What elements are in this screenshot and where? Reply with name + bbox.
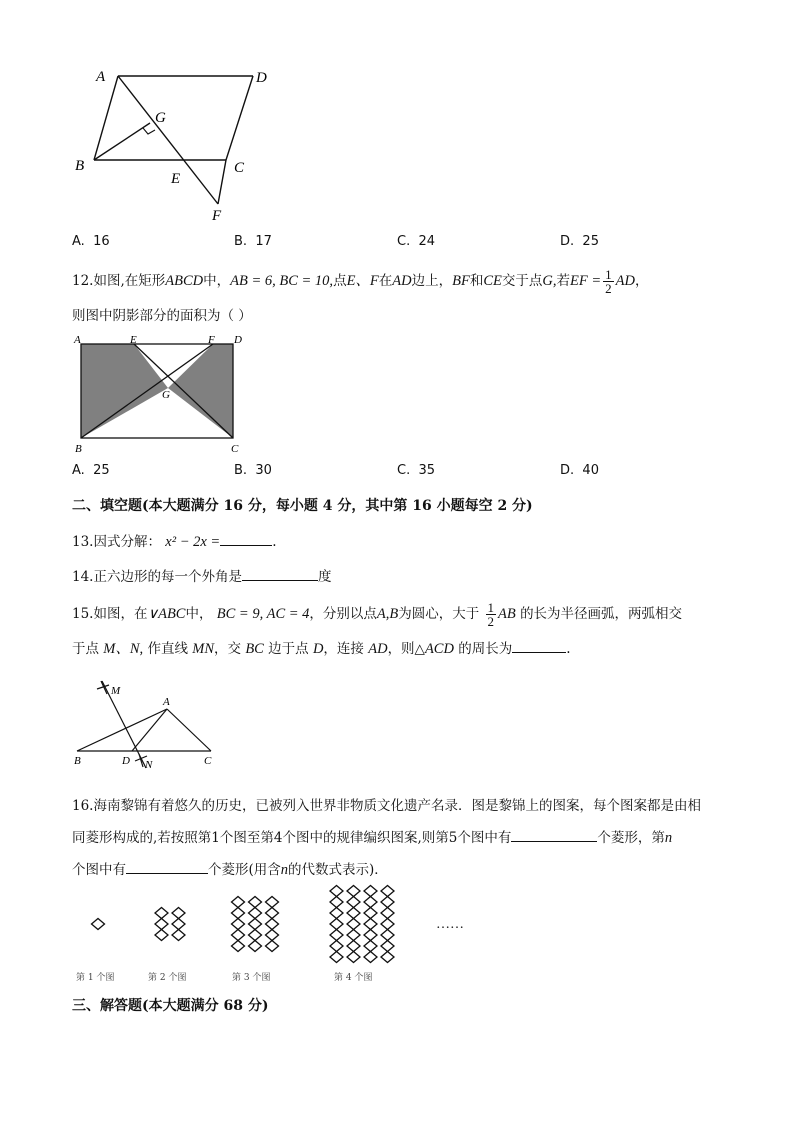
label-n: N bbox=[145, 759, 153, 771]
label-b: B bbox=[74, 755, 81, 767]
q15-stem-line2: 于点 M、N, 作直线 MN，交 BC 边于点 D，连接 AD，则△ACD 的周长为 . bbox=[72, 638, 571, 659]
rhombus bbox=[155, 919, 168, 930]
rhombus bbox=[381, 908, 394, 919]
label-f: F bbox=[208, 334, 215, 346]
label-m: M bbox=[111, 685, 121, 697]
rhombus bbox=[232, 919, 245, 930]
rhombus bbox=[266, 930, 279, 941]
label-a: A bbox=[163, 696, 170, 708]
rhombus bbox=[330, 886, 343, 897]
rhombus bbox=[347, 897, 360, 908]
label-b: B bbox=[75, 158, 85, 174]
rhombus bbox=[347, 952, 360, 963]
label-g: G bbox=[162, 389, 170, 401]
rhombus bbox=[330, 897, 343, 908]
rhombus bbox=[172, 919, 185, 930]
q11-option-a: A. 16 bbox=[72, 234, 110, 249]
q15-stem: 15.如图，在∨ABC中， BC = 9, AC = 4，分别以点A,B为圆心，大于 $\frac{1}{2}$ AB 的长为半径画弧，两弧相交 bbox=[72, 600, 683, 629]
label-e: E bbox=[171, 171, 181, 187]
rhombus-patterns bbox=[92, 886, 395, 963]
q12-figure bbox=[72, 332, 252, 460]
label-a: A bbox=[96, 69, 106, 85]
rhombus bbox=[364, 908, 377, 919]
label-b: B bbox=[75, 443, 82, 455]
rhombus bbox=[347, 930, 360, 941]
rhombus bbox=[330, 919, 343, 930]
rhombus bbox=[364, 919, 377, 930]
label-g: G bbox=[155, 110, 166, 126]
section-heading-solutions: 三、解答题(本大题满分 68 分) bbox=[72, 998, 269, 1014]
caption-figure-1: 第 1 个图 bbox=[76, 973, 115, 983]
rhombus bbox=[330, 908, 343, 919]
q16-answer-blank-1[interactable] bbox=[511, 827, 597, 842]
rhombus bbox=[249, 919, 262, 930]
rhombus bbox=[266, 941, 279, 952]
rhombus bbox=[364, 886, 377, 897]
q12-option-a: A. 25 bbox=[72, 463, 110, 478]
rhombus bbox=[347, 919, 360, 930]
q12-option-b: B. 30 bbox=[234, 463, 272, 478]
label-d: D bbox=[256, 70, 267, 86]
rhombus bbox=[155, 930, 168, 941]
rhombus bbox=[330, 941, 343, 952]
q13-answer-blank[interactable] bbox=[220, 531, 272, 546]
q11-option-b: B. 17 bbox=[234, 234, 272, 249]
rhombus bbox=[364, 930, 377, 941]
rhombus bbox=[266, 908, 279, 919]
rhombus bbox=[364, 952, 377, 963]
rhombus bbox=[381, 930, 394, 941]
rhombus bbox=[266, 919, 279, 930]
q16-stem-line2: 同菱形构成的,若按照第1个图至第4个图中的规律编织图案,则第5个图中有 个菱形，第n bbox=[72, 827, 672, 848]
q15-answer-blank[interactable] bbox=[512, 638, 566, 653]
rhombus bbox=[330, 952, 343, 963]
label-d: D bbox=[234, 334, 242, 346]
q13-stem: 13.因式分解： x² − 2x = . bbox=[72, 531, 277, 552]
q12-option-c: C. 35 bbox=[397, 463, 436, 478]
q15-figure bbox=[72, 676, 222, 772]
rhombus bbox=[381, 952, 394, 963]
rhombus bbox=[381, 941, 394, 952]
q16-stem-line3: 个图中有 个菱形(用含n的代数式表示)． bbox=[72, 859, 388, 880]
caption-figure-2: 第 2 个图 bbox=[148, 973, 187, 983]
label-c: C bbox=[234, 160, 245, 176]
q16-figure bbox=[72, 880, 512, 988]
fraction-one-half: $\frac{1}{2}$ bbox=[605, 267, 612, 296]
label-e: E bbox=[130, 334, 137, 346]
section-heading-fill-in: 二、填空题(本大题满分 16 分，每小题 4 分，其中第 16 小题每空 2 分) bbox=[72, 498, 533, 514]
q11-option-d: D. 25 bbox=[560, 234, 599, 249]
caption-figure-3: 第 3 个图 bbox=[232, 973, 271, 983]
rhombus bbox=[249, 930, 262, 941]
label-f: F bbox=[212, 208, 222, 224]
rhombus bbox=[330, 930, 343, 941]
rhombus bbox=[381, 919, 394, 930]
q12-option-d: D. 40 bbox=[560, 463, 599, 478]
label-c: C bbox=[204, 755, 212, 767]
q11-figure bbox=[70, 62, 280, 230]
rhombus bbox=[232, 941, 245, 952]
rhombus bbox=[155, 908, 168, 919]
rhombus bbox=[232, 897, 245, 908]
rhombus bbox=[249, 897, 262, 908]
caption-figure-4: 第 4 个图 bbox=[334, 973, 373, 983]
rhombus bbox=[232, 908, 245, 919]
rhombus bbox=[249, 941, 262, 952]
q16-stem: 16.海南黎锦有着悠久的历史，已被列入世界非物质文化遗产名录．图是黎锦上的图案，每个图案都是由相 bbox=[72, 798, 701, 814]
q14-stem: 14.正六边形的每一个外角是 度 bbox=[72, 566, 331, 587]
q12-stem-line2: 则图中阴影部分的面积为（ ） bbox=[72, 308, 252, 324]
rhombus bbox=[347, 886, 360, 897]
fraction-one-half: $\frac{1}{2}$ bbox=[487, 600, 495, 629]
label-a: A bbox=[74, 334, 81, 346]
rhombus bbox=[364, 897, 377, 908]
rhombus bbox=[172, 908, 185, 919]
rhombus bbox=[381, 886, 394, 897]
rhombus bbox=[347, 941, 360, 952]
rhombus bbox=[266, 897, 279, 908]
label-d: D bbox=[122, 755, 130, 767]
rhombus bbox=[249, 908, 262, 919]
q14-answer-blank[interactable] bbox=[242, 566, 318, 581]
rhombus bbox=[92, 919, 105, 930]
ellipsis: …… bbox=[436, 917, 464, 932]
rhombus bbox=[172, 930, 185, 941]
q16-answer-blank-2[interactable] bbox=[126, 859, 208, 874]
rhombus bbox=[232, 930, 245, 941]
rhombus bbox=[347, 908, 360, 919]
q11-option-c: C. 24 bbox=[397, 234, 436, 249]
q12-stem: 12.如图,在矩形ABCD中，AB = 6, BC = 10,点E、F在AD边上，BF和CE交于点G,若EF = $\frac{1}{2}$ AD， bbox=[72, 267, 649, 296]
label-c: C bbox=[231, 443, 239, 455]
rhombus bbox=[381, 897, 394, 908]
rhombus bbox=[364, 941, 377, 952]
